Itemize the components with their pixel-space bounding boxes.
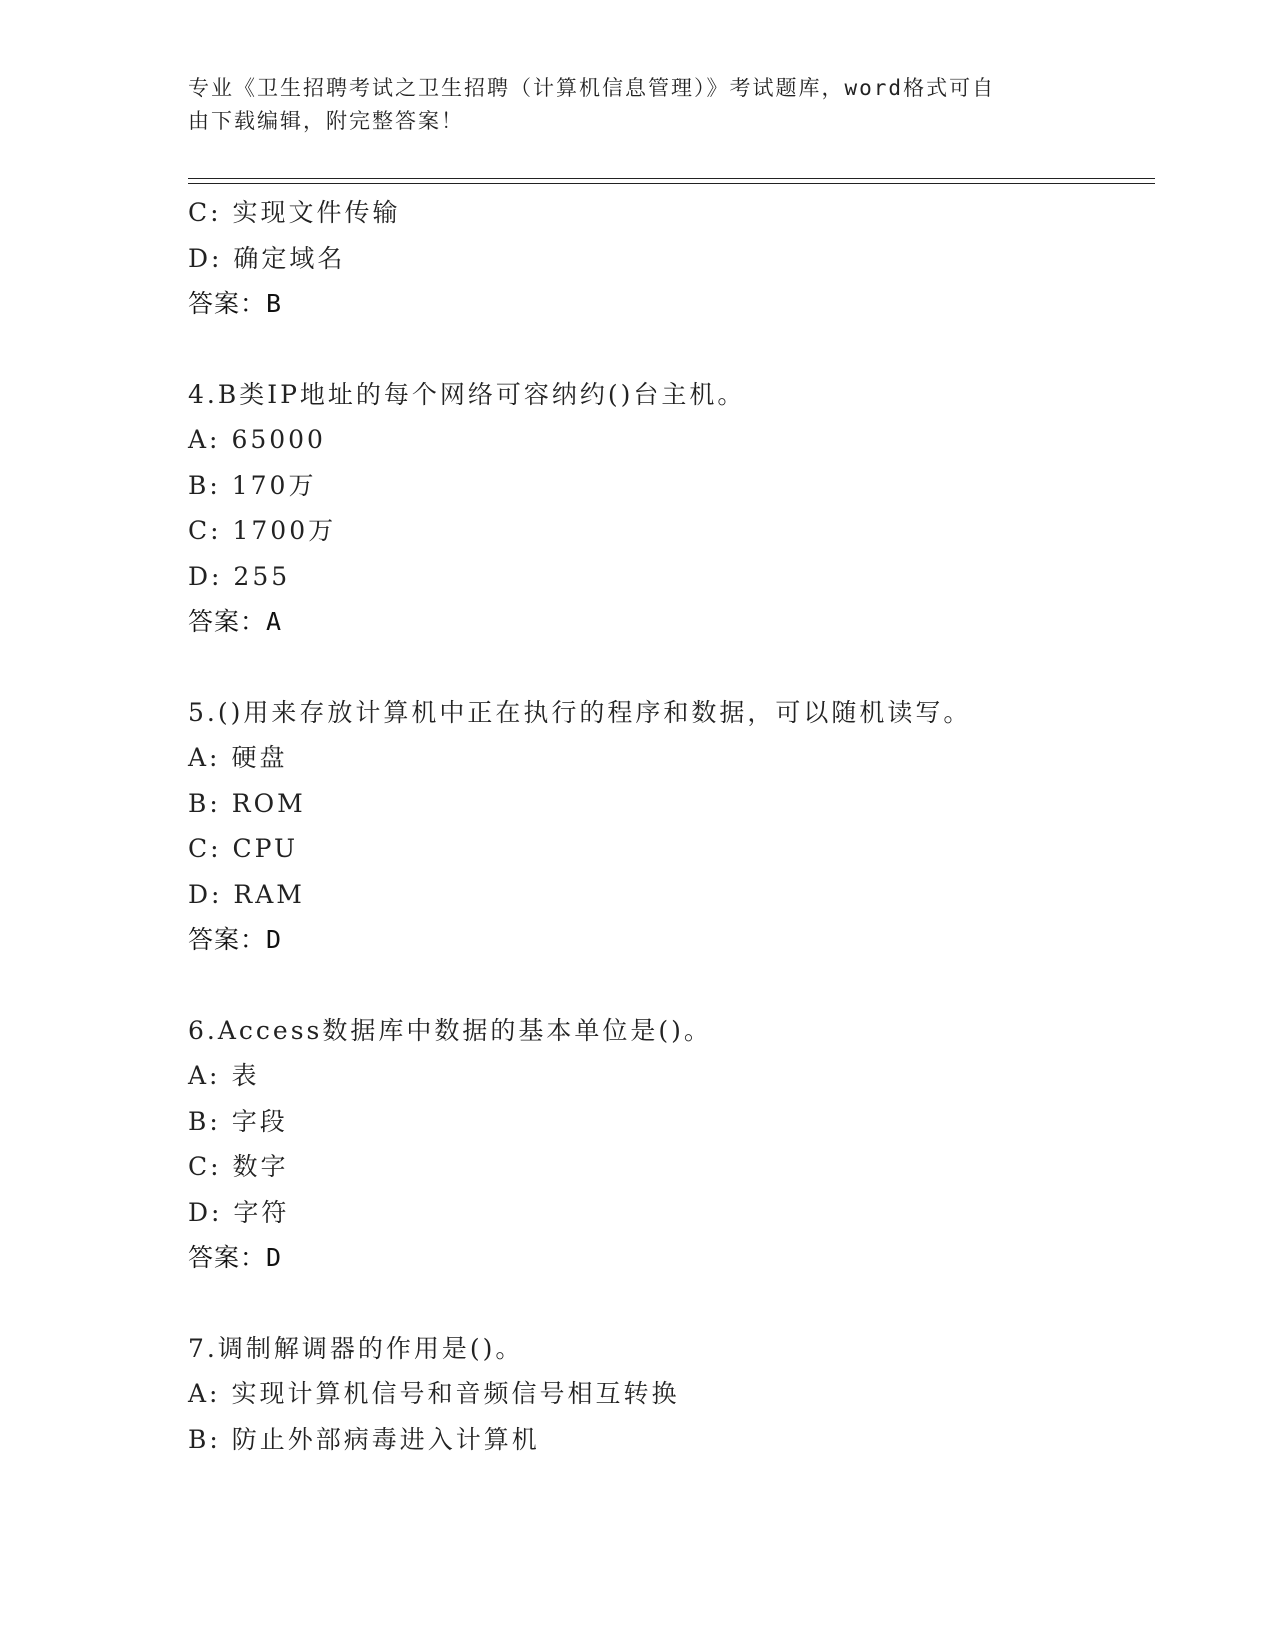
option-b: B: 防止外部病毒进入计算机 <box>188 1424 540 1454</box>
question-5 <box>188 690 1148 963</box>
option-d: D: 字符 <box>188 1197 290 1227</box>
option-b: B: 字段 <box>188 1106 288 1136</box>
option-a: A: 表 <box>188 1061 260 1090</box>
header-divider-bottom <box>188 183 1155 184</box>
option-c: C: 实现文件传输 <box>188 198 401 227</box>
header-line-1: 专业《卫生招聘考试之卫生招聘（计算机信息管理）》考试题库，word格式可自 <box>188 76 996 100</box>
option-d: D: 确定域名 <box>188 243 346 273</box>
question-3-continuation <box>188 190 1148 327</box>
question-text: 6.Access数据库中数据的基本单位是()。 <box>188 1015 712 1045</box>
answer-line: 答案：D <box>188 1243 283 1272</box>
option-d: D: 255 <box>188 561 291 591</box>
question-text: 4.B类IP地址的每个网络可容纳约()台主机。 <box>188 379 746 409</box>
option-a: A: 硬盘 <box>188 743 288 772</box>
header-line-2: 由下载编辑，附完整答案！ <box>188 109 464 133</box>
option-b: B: ROM <box>188 788 306 818</box>
question-text: 7.调制解调器的作用是()。 <box>188 1333 524 1363</box>
answer-line: 答案：D <box>188 925 283 954</box>
answer-line: 答案：B <box>188 289 283 318</box>
question-4 <box>188 372 1148 645</box>
option-b: B: 170万 <box>188 470 317 500</box>
question-list <box>188 190 1148 1462</box>
question-6 <box>188 1008 1148 1281</box>
option-a: A: 实现计算机信号和音频信号相互转换 <box>188 1379 680 1408</box>
header-divider-top <box>188 178 1155 179</box>
question-text: 5.()用来存放计算机中正在执行的程序和数据，可以随机读写。 <box>188 697 972 727</box>
document-header <box>188 72 1088 138</box>
option-a: A: 65000 <box>188 425 326 454</box>
question-7 <box>188 1326 1148 1463</box>
option-c: C: 数字 <box>188 1152 289 1181</box>
option-d: D: RAM <box>188 879 305 909</box>
answer-line: 答案：A <box>188 607 283 636</box>
option-c: C: 1700万 <box>188 516 337 545</box>
option-c: C: CPU <box>188 834 299 863</box>
